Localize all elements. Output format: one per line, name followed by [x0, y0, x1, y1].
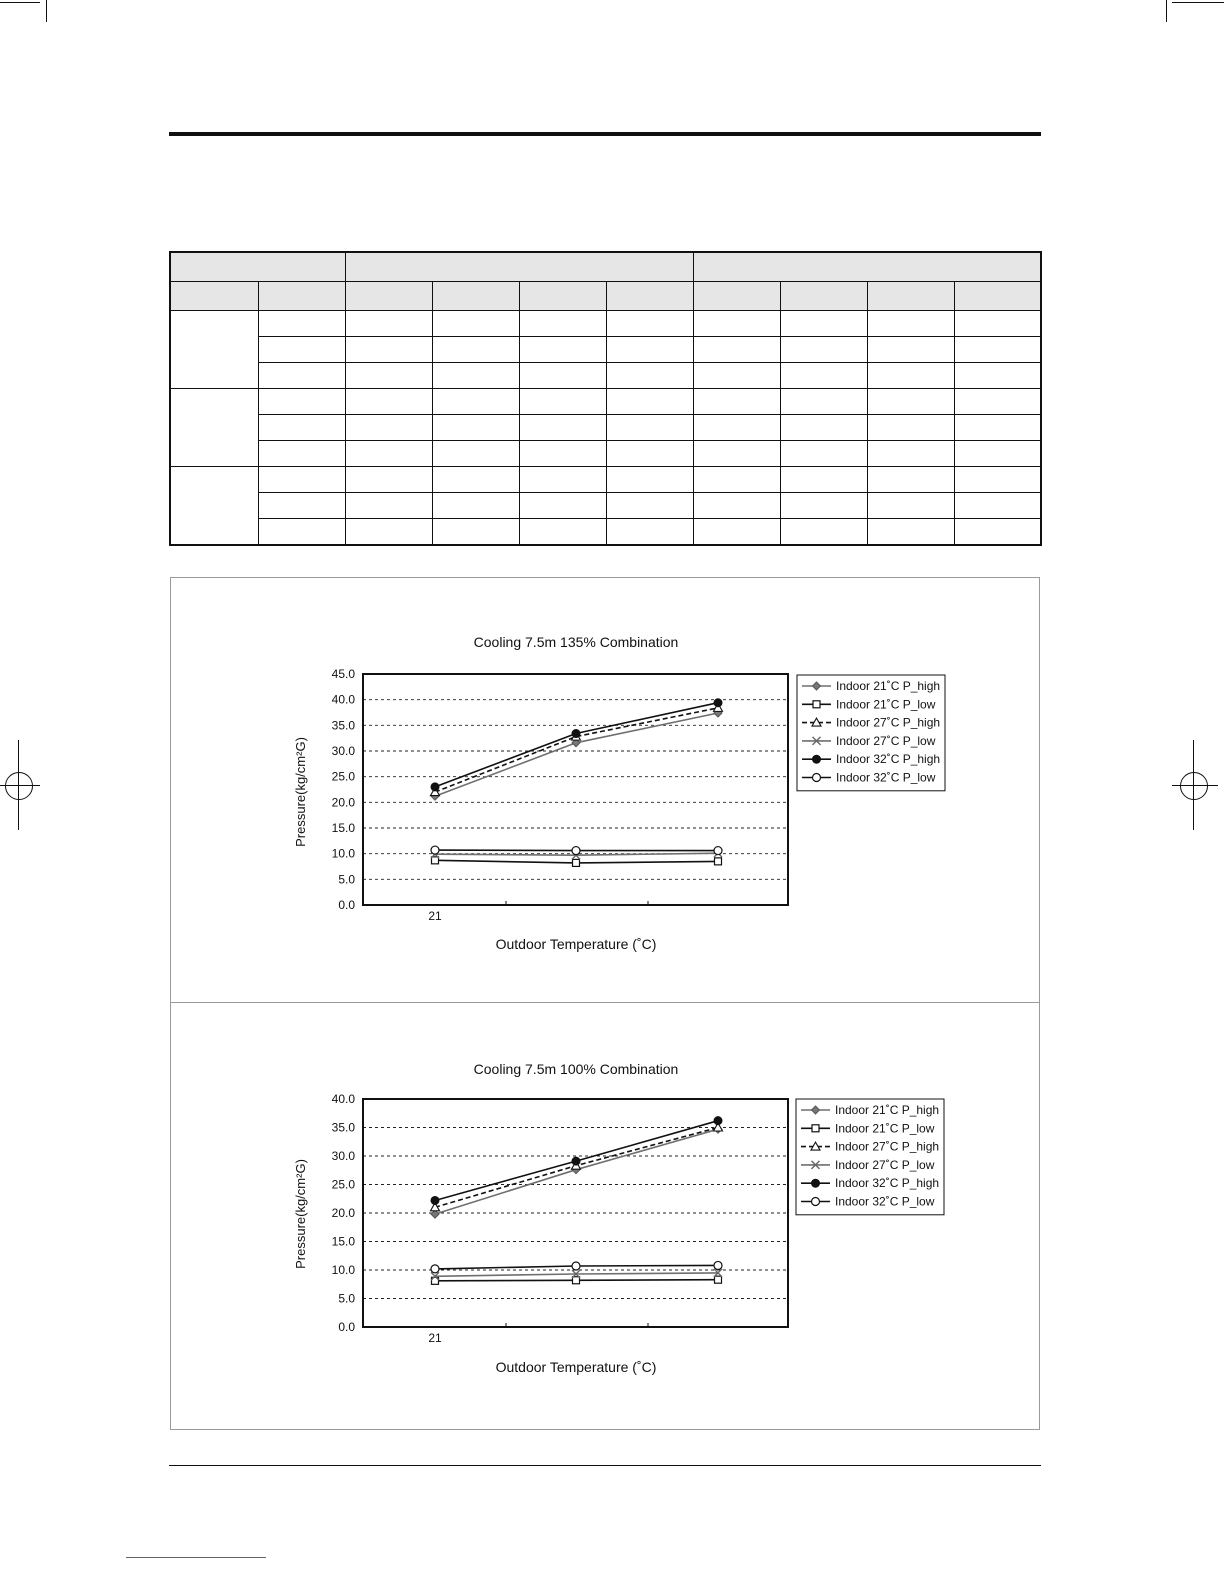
- y-tick-label: 5.0: [338, 872, 355, 887]
- table-row: [170, 337, 1041, 363]
- table-subheader-row: [170, 282, 1041, 311]
- crop-mark-top-left-v: [46, 0, 47, 22]
- x-axis-label: Outdoor Temperature (˚C): [495, 936, 657, 952]
- data-point: [714, 1117, 722, 1125]
- legend-label: Indoor 32˚C P_high: [835, 1176, 940, 1191]
- legend-label: Indoor 27˚C P_low: [835, 1157, 935, 1172]
- chart-135-combination: [171, 578, 1039, 1002]
- legend-marker: [812, 1179, 820, 1187]
- table-row: [170, 363, 1041, 389]
- data-point: [572, 1262, 580, 1270]
- data-point: [431, 846, 439, 854]
- y-tick-label: 20.0: [331, 1206, 355, 1220]
- table-row: [170, 467, 1041, 493]
- charts-panel: [170, 577, 1040, 1430]
- y-axis-label: Pressure(kg/cm²G): [293, 737, 308, 847]
- data-point: [432, 857, 439, 864]
- table-row: [170, 519, 1041, 546]
- legend-marker: [813, 774, 821, 782]
- data-point: [714, 1261, 722, 1269]
- y-tick-label: 10.0: [331, 846, 355, 861]
- table-header-row: [170, 252, 1041, 282]
- series-group: [431, 1125, 722, 1218]
- data-point: [431, 1265, 439, 1273]
- table-row: [170, 493, 1041, 519]
- legend-label: Indoor 21˚C P_high: [836, 679, 941, 693]
- y-tick-label: 0.0: [338, 898, 355, 912]
- x-axis-label: Outdoor Temperature (˚C): [495, 1359, 657, 1375]
- table-header-cell: [170, 252, 345, 282]
- table-row: [170, 311, 1041, 337]
- table-row: [170, 441, 1041, 467]
- legend-marker: [813, 701, 820, 708]
- plot-area: [363, 674, 788, 905]
- footer-link-underline: [126, 1557, 266, 1558]
- header-rule: [169, 132, 1041, 136]
- x-tick-label: 21: [428, 909, 442, 923]
- y-tick-label: 5.0: [338, 1291, 355, 1306]
- table-row: [170, 415, 1041, 441]
- y-tick-label: 25.0: [331, 769, 355, 784]
- series-group: [431, 709, 722, 800]
- y-tick-label: 15.0: [331, 1234, 355, 1249]
- y-tick-label: 40.0: [331, 1092, 355, 1106]
- y-tick-label: 40.0: [331, 692, 355, 707]
- legend-label: Indoor 27˚C P_high: [835, 1139, 940, 1154]
- data-point: [714, 847, 722, 855]
- series-group: [431, 1123, 723, 1211]
- pressure-data-table: [169, 251, 1042, 546]
- table-row: [170, 389, 1041, 415]
- legend-label: Indoor 21˚C P_low: [836, 697, 936, 712]
- y-tick-label: 15.0: [331, 821, 355, 835]
- y-tick-label: 45.0: [331, 667, 355, 681]
- data-point: [573, 1277, 580, 1284]
- data-point: [572, 730, 580, 738]
- legend-label: Indoor 21˚C P_low: [835, 1121, 935, 1136]
- table-header-cell: [693, 252, 1041, 282]
- chart-title: Cooling 7.5m 100% Combination: [473, 1061, 679, 1077]
- y-tick-label: 0.0: [338, 1320, 355, 1334]
- y-tick-label: 20.0: [331, 795, 355, 810]
- data-point: [431, 1196, 439, 1204]
- series-group: [431, 1117, 722, 1205]
- legend-marker: [813, 755, 821, 763]
- y-tick-label: 35.0: [331, 718, 355, 733]
- legend-label: Indoor 21˚C P_high: [835, 1103, 940, 1117]
- crop-mark-top-right-v: [1166, 0, 1167, 22]
- crop-mark-top-right: [1172, 2, 1224, 3]
- footer-rule: [169, 1465, 1041, 1466]
- x-tick-label: 21: [428, 1331, 442, 1345]
- legend-label: Indoor 27˚C P_low: [836, 733, 936, 748]
- data-point: [572, 1157, 580, 1165]
- legend-marker: [812, 1125, 819, 1132]
- table-header-cell: [345, 252, 693, 282]
- data-point: [715, 858, 722, 865]
- data-point: [714, 699, 722, 707]
- y-tick-label: 30.0: [331, 744, 355, 758]
- y-tick-label: 25.0: [331, 1177, 355, 1192]
- legend-label: Indoor 27˚C P_high: [836, 715, 941, 730]
- y-axis-label: Pressure(kg/cm²G): [293, 1159, 308, 1269]
- y-tick-label: 35.0: [331, 1120, 355, 1135]
- legend-label: Indoor 32˚C P_high: [836, 752, 941, 767]
- data-point: [573, 859, 580, 866]
- data-point: [572, 847, 580, 855]
- y-tick-label: 10.0: [331, 1263, 355, 1277]
- legend-label: Indoor 32˚C P_low: [835, 1194, 935, 1209]
- legend-marker: [812, 1198, 820, 1206]
- crop-mark-top-left: [0, 2, 40, 3]
- data-point: [715, 1276, 722, 1283]
- data-point: [431, 783, 439, 791]
- series-group: [431, 1261, 722, 1272]
- legend-label: Indoor 32˚C P_low: [836, 770, 936, 785]
- series-group: [432, 1276, 722, 1284]
- chart-100-combination: [171, 1003, 1039, 1429]
- series-group: [432, 857, 722, 867]
- y-tick-label: 30.0: [331, 1149, 355, 1163]
- chart-title: Cooling 7.5m 135% Combination: [473, 634, 679, 650]
